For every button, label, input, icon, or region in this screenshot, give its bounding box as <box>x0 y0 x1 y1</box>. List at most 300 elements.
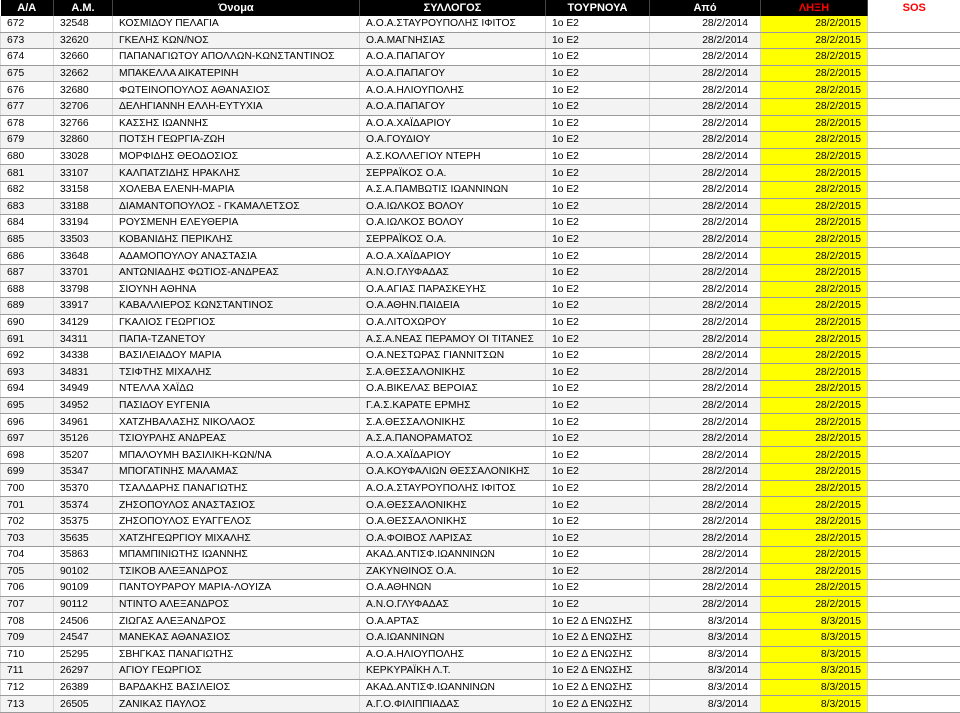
cell-aa[interactable]: 672 <box>1 16 54 32</box>
cell-lixi[interactable]: 28/2/2015 <box>761 397 868 414</box>
cell-name[interactable]: ΜΠΟΓΑΤΙΝΗΣ ΜΑΛΑΜΑΣ <box>113 464 360 481</box>
cell-from[interactable]: 28/2/2014 <box>650 181 761 198</box>
cell-aa[interactable]: 710 <box>1 646 54 663</box>
cell-name[interactable]: ΜΠΑΛΟΥΜΗ ΒΑΣΙΛΙΚΗ-ΚΩΝ/ΝΑ <box>113 447 360 464</box>
cell-sos[interactable] <box>868 98 960 115</box>
cell-tournament[interactable]: 1ο Ε2 <box>546 464 650 481</box>
cell-tournament[interactable]: 1ο Ε2 <box>546 32 650 49</box>
cell-sos[interactable] <box>868 132 960 149</box>
cell-lixi[interactable]: 28/2/2015 <box>761 464 868 481</box>
cell-club[interactable]: Α.Ο.Α.ΠΑΠΑΓΟΥ <box>360 49 546 66</box>
table-row[interactable] <box>1 314 960 331</box>
cell-am[interactable]: 32706 <box>54 98 113 115</box>
cell-tournament[interactable]: 1ο Ε2 <box>546 248 650 265</box>
cell-lixi[interactable]: 28/2/2015 <box>761 281 868 298</box>
cell-from[interactable]: 28/2/2014 <box>650 231 761 248</box>
cell-sos[interactable] <box>868 347 960 364</box>
cell-name[interactable]: ΜΑΝΕΚΑΣ ΑΘΑΝΑΣΙΟΣ <box>113 629 360 646</box>
cell-tournament[interactable]: 1ο Ε2 <box>546 98 650 115</box>
cell-sos[interactable] <box>868 16 960 32</box>
cell-lixi[interactable]: 28/2/2015 <box>761 82 868 99</box>
cell-sos[interactable] <box>868 49 960 66</box>
cell-aa[interactable]: 673 <box>1 32 54 49</box>
table-row[interactable] <box>1 32 960 49</box>
cell-club[interactable]: Ο.Α.ΘΕΣΣΑΛΟΝΙΚΗΣ <box>360 513 546 530</box>
cell-aa[interactable]: 676 <box>1 82 54 99</box>
table-row[interactable] <box>1 132 960 149</box>
cell-sos[interactable] <box>868 331 960 348</box>
cell-club[interactable]: Α.Ο.Α.ΧΑΪΔΑΡΙΟΥ <box>360 248 546 265</box>
cell-name[interactable]: ΔΙΑΜΑΝΤΟΠΟΥΛΟΣ - ΓΚΑΜΑΛΕΤΣΟΣ <box>113 198 360 215</box>
cell-aa[interactable]: 674 <box>1 49 54 66</box>
cell-club[interactable]: ΣΕΡΡΑΪΚΟΣ Ο.Α. <box>360 165 546 182</box>
table-row[interactable] <box>1 430 960 447</box>
table-row[interactable] <box>1 464 960 481</box>
cell-tournament[interactable]: 1ο Ε2 <box>546 397 650 414</box>
cell-lixi[interactable]: 8/3/2015 <box>761 629 868 646</box>
cell-club[interactable]: Α.Ο.Α.ΠΑΠΑΓΟΥ <box>360 65 546 82</box>
cell-from[interactable]: 28/2/2014 <box>650 215 761 232</box>
cell-lixi[interactable]: 28/2/2015 <box>761 148 868 165</box>
cell-aa[interactable]: 695 <box>1 397 54 414</box>
cell-name[interactable]: ΠΑΣΙΔΟΥ ΕΥΓΕΝΙΑ <box>113 397 360 414</box>
cell-club[interactable]: Σ.Α.ΘΕΣΣΑΛΟΝΙΚΗΣ <box>360 364 546 381</box>
cell-am[interactable]: 34961 <box>54 414 113 431</box>
cell-club[interactable]: Ο.Α.ΑΘΗΝΩΝ <box>360 580 546 597</box>
cell-name[interactable]: ΧΑΤΖΗΒΑΛΑΣΗΣ ΝΙΚΟΛΑΟΣ <box>113 414 360 431</box>
cell-tournament[interactable]: 1ο Ε2 <box>546 115 650 132</box>
cell-aa[interactable]: 680 <box>1 148 54 165</box>
cell-from[interactable]: 28/2/2014 <box>650 447 761 464</box>
cell-club[interactable]: Α.Σ.Α.ΝΕΑΣ ΠΕΡΑΜΟΥ ΟΙ ΤΙΤΑΝΕΣ <box>360 331 546 348</box>
cell-am[interactable]: 26505 <box>54 696 113 713</box>
cell-am[interactable]: 33194 <box>54 215 113 232</box>
cell-am[interactable]: 35370 <box>54 480 113 497</box>
cell-tournament[interactable]: 1ο Ε2 <box>546 414 650 431</box>
cell-sos[interactable] <box>868 165 960 182</box>
table-row[interactable] <box>1 563 960 580</box>
cell-from[interactable]: 28/2/2014 <box>650 513 761 530</box>
table-row[interactable] <box>1 397 960 414</box>
cell-sos[interactable] <box>868 248 960 265</box>
cell-sos[interactable] <box>868 148 960 165</box>
table-row[interactable] <box>1 16 960 32</box>
cell-sos[interactable] <box>868 629 960 646</box>
cell-name[interactable]: ΜΠΑΚΕΛΛΑ ΑΙΚΑΤΕΡΙΝΗ <box>113 65 360 82</box>
cell-aa[interactable]: 697 <box>1 430 54 447</box>
cell-aa[interactable]: 713 <box>1 696 54 713</box>
cell-club[interactable]: Α.Ν.Ο.ΓΛΥΦΑΔΑΣ <box>360 596 546 613</box>
cell-name[interactable]: ΚΑΒΑΛΛΙΕΡΟΣ ΚΩΝΣΤΑΝΤΙΝΟΣ <box>113 298 360 315</box>
cell-lixi[interactable]: 28/2/2015 <box>761 181 868 198</box>
cell-from[interactable]: 28/2/2014 <box>650 82 761 99</box>
cell-tournament[interactable]: 1ο Ε2 <box>546 513 650 530</box>
cell-name[interactable]: ΜΠΑΜΠΙΝΙΩΤΗΣ ΙΩΑΝΝΗΣ <box>113 547 360 564</box>
cell-sos[interactable] <box>868 613 960 630</box>
cell-sos[interactable] <box>868 82 960 99</box>
cell-sos[interactable] <box>868 563 960 580</box>
cell-aa[interactable]: 711 <box>1 663 54 680</box>
table-row[interactable] <box>1 547 960 564</box>
cell-tournament[interactable]: 1ο Ε2 <box>546 132 650 149</box>
table-row[interactable] <box>1 381 960 398</box>
header-tournament[interactable]: ΤΟΥΡΝΟΥΑ <box>546 0 650 16</box>
cell-name[interactable]: ΤΣΙΚΟΒ ΑΛΕΞΑΝΔΡΟΣ <box>113 563 360 580</box>
table-row[interactable] <box>1 215 960 232</box>
cell-am[interactable]: 90112 <box>54 596 113 613</box>
cell-name[interactable]: ΤΣΑΛΔΑΡΗΣ ΠΑΝΑΓΙΩΤΗΣ <box>113 480 360 497</box>
cell-aa[interactable]: 685 <box>1 231 54 248</box>
cell-aa[interactable]: 708 <box>1 613 54 630</box>
cell-name[interactable]: ΦΩΤΕΙΝΟΠΟΥΛΟΣ ΑΘΑΝΑΣΙΟΣ <box>113 82 360 99</box>
cell-name[interactable]: ΚΟΣΜΙΔΟΥ ΠΕΛΑΓΙΑ <box>113 16 360 32</box>
cell-tournament[interactable]: 1ο Ε2 Δ ΕΝΩΣΗΣ <box>546 646 650 663</box>
cell-am[interactable]: 35207 <box>54 447 113 464</box>
cell-am[interactable]: 33917 <box>54 298 113 315</box>
cell-club[interactable]: Ο.Α.ΝΕΣΤΩΡΑΣ ΓΙΑΝΝΙΤΣΩΝ <box>360 347 546 364</box>
cell-lixi[interactable]: 28/2/2015 <box>761 347 868 364</box>
cell-tournament[interactable]: 1ο Ε2 Δ ΕΝΩΣΗΣ <box>546 679 650 696</box>
cell-aa[interactable]: 689 <box>1 298 54 315</box>
table-row[interactable] <box>1 181 960 198</box>
cell-club[interactable]: ΖΑΚΥΝΘΙΝΟΣ Ο.Α. <box>360 563 546 580</box>
cell-from[interactable]: 28/2/2014 <box>650 298 761 315</box>
cell-sos[interactable] <box>868 596 960 613</box>
cell-aa[interactable]: 709 <box>1 629 54 646</box>
cell-club[interactable]: Ο.Α.ΦΟΙΒΟΣ ΛΑΡΙΣΑΣ <box>360 530 546 547</box>
cell-from[interactable]: 28/2/2014 <box>650 115 761 132</box>
cell-lixi[interactable]: 28/2/2015 <box>761 115 868 132</box>
cell-aa[interactable]: 678 <box>1 115 54 132</box>
cell-lixi[interactable]: 28/2/2015 <box>761 530 868 547</box>
cell-club[interactable]: ΑΚΑΔ.ΑΝΤΙΣΦ.ΙΩΑΝΝΙΝΩΝ <box>360 547 546 564</box>
cell-lixi[interactable]: 28/2/2015 <box>761 314 868 331</box>
cell-from[interactable]: 8/3/2014 <box>650 696 761 713</box>
cell-tournament[interactable]: 1ο Ε2 <box>546 148 650 165</box>
cell-lixi[interactable]: 8/3/2015 <box>761 646 868 663</box>
cell-sos[interactable] <box>868 646 960 663</box>
cell-sos[interactable] <box>868 231 960 248</box>
cell-am[interactable]: 34338 <box>54 347 113 364</box>
cell-name[interactable]: ΝΤΕΛΛΑ ΧΑΪΔΩ <box>113 381 360 398</box>
cell-am[interactable]: 24547 <box>54 629 113 646</box>
cell-aa[interactable]: 682 <box>1 181 54 198</box>
cell-sos[interactable] <box>868 513 960 530</box>
cell-from[interactable]: 28/2/2014 <box>650 414 761 431</box>
cell-sos[interactable] <box>868 447 960 464</box>
cell-aa[interactable]: 706 <box>1 580 54 597</box>
cell-club[interactable]: Σ.Α.ΘΕΣΣΑΛΟΝΙΚΗΣ <box>360 414 546 431</box>
cell-aa[interactable]: 704 <box>1 547 54 564</box>
cell-club[interactable]: Ο.Α.ΜΑΓΝΗΣΙΑΣ <box>360 32 546 49</box>
cell-lixi[interactable]: 28/2/2015 <box>761 547 868 564</box>
cell-name[interactable]: ΠΑΠΑΝΑΓΙΩΤΟΥ ΑΠΟΛΛΩΝ-ΚΩΝΣΤΑΝΤΙΝΟΣ <box>113 49 360 66</box>
cell-sos[interactable] <box>868 215 960 232</box>
cell-sos[interactable] <box>868 580 960 597</box>
cell-aa[interactable]: 691 <box>1 331 54 348</box>
cell-club[interactable]: Α.Ο.Α.ΗΛΙΟΥΠΟΛΗΣ <box>360 82 546 99</box>
cell-tournament[interactable]: 1ο Ε2 <box>546 331 650 348</box>
cell-am[interactable]: 32548 <box>54 16 113 32</box>
cell-from[interactable]: 28/2/2014 <box>650 364 761 381</box>
cell-name[interactable]: ΠΑΝΤΟΥΡΑΡΟΥ ΜΑΡΙΑ-ΛΟΥΙΖΑ <box>113 580 360 597</box>
cell-tournament[interactable]: 1ο Ε2 <box>546 480 650 497</box>
cell-from[interactable]: 28/2/2014 <box>650 397 761 414</box>
cell-from[interactable]: 28/2/2014 <box>650 32 761 49</box>
cell-am[interactable]: 32662 <box>54 65 113 82</box>
cell-name[interactable]: ΡΟΥΣΜΕΝΗ ΕΛΕΥΘΕΡΙΑ <box>113 215 360 232</box>
cell-from[interactable]: 28/2/2014 <box>650 381 761 398</box>
table-row[interactable] <box>1 148 960 165</box>
cell-lixi[interactable]: 28/2/2015 <box>761 331 868 348</box>
cell-club[interactable]: Ο.Α.ΙΩΛΚΟΣ ΒΟΛΟΥ <box>360 215 546 232</box>
cell-lixi[interactable]: 28/2/2015 <box>761 165 868 182</box>
cell-sos[interactable] <box>868 464 960 481</box>
cell-lixi[interactable]: 28/2/2015 <box>761 381 868 398</box>
cell-tournament[interactable]: 1ο Ε2 <box>546 530 650 547</box>
cell-tournament[interactable]: 1ο Ε2 <box>546 314 650 331</box>
header-sos[interactable]: SOS <box>868 0 960 16</box>
table-row[interactable] <box>1 480 960 497</box>
cell-am[interactable]: 90109 <box>54 580 113 597</box>
cell-tournament[interactable]: 1ο Ε2 <box>546 65 650 82</box>
table-row[interactable] <box>1 115 960 132</box>
cell-from[interactable]: 28/2/2014 <box>650 314 761 331</box>
cell-am[interactable]: 34831 <box>54 364 113 381</box>
cell-aa[interactable]: 703 <box>1 530 54 547</box>
header-lixi[interactable]: ΛΗΞΗ <box>761 0 868 16</box>
cell-lixi[interactable]: 8/3/2015 <box>761 663 868 680</box>
cell-aa[interactable]: 681 <box>1 165 54 182</box>
cell-aa[interactable]: 705 <box>1 563 54 580</box>
cell-tournament[interactable]: 1ο Ε2 <box>546 198 650 215</box>
cell-tournament[interactable]: 1ο Ε2 <box>546 430 650 447</box>
cell-sos[interactable] <box>868 181 960 198</box>
cell-tournament[interactable]: 1ο Ε2 <box>546 16 650 32</box>
cell-am[interactable]: 33701 <box>54 264 113 281</box>
cell-from[interactable]: 28/2/2014 <box>650 430 761 447</box>
cell-sos[interactable] <box>868 32 960 49</box>
cell-club[interactable]: Ο.Α.ΑΓΙΑΣ ΠΑΡΑΣΚΕΥΗΣ <box>360 281 546 298</box>
cell-am[interactable]: 34949 <box>54 381 113 398</box>
cell-lixi[interactable]: 28/2/2015 <box>761 16 868 32</box>
cell-tournament[interactable]: 1ο Ε2 <box>546 49 650 66</box>
cell-name[interactable]: ΚΑΣΣΗΣ ΙΩΑΝΝΗΣ <box>113 115 360 132</box>
cell-club[interactable]: Ο.Α.ΙΩΑΝΝΙΝΩΝ <box>360 629 546 646</box>
cell-name[interactable]: ΤΣΙΦΤΗΣ ΜΙΧΑΛΗΣ <box>113 364 360 381</box>
cell-tournament[interactable]: 1ο Ε2 <box>546 165 650 182</box>
cell-am[interactable]: 35635 <box>54 530 113 547</box>
cell-sos[interactable] <box>868 115 960 132</box>
cell-am[interactable]: 33798 <box>54 281 113 298</box>
table-row[interactable] <box>1 414 960 431</box>
cell-name[interactable]: ΑΓΙΟΥ ΓΕΩΡΓΙΟΣ <box>113 663 360 680</box>
cell-club[interactable]: Α.Ο.Α.ΧΑΪΔΑΡΙΟΥ <box>360 447 546 464</box>
cell-name[interactable]: ΓΚΕΛΗΣ ΚΩΝ/ΝΟΣ <box>113 32 360 49</box>
cell-tournament[interactable]: 1ο Ε2 Δ ΕΝΩΣΗΣ <box>546 613 650 630</box>
cell-aa[interactable]: 687 <box>1 264 54 281</box>
table-row[interactable] <box>1 248 960 265</box>
cell-lixi[interactable]: 28/2/2015 <box>761 198 868 215</box>
cell-aa[interactable]: 694 <box>1 381 54 398</box>
cell-name[interactable]: ΠΟΤΣΗ ΓΕΩΡΓΙΑ-ΖΩΗ <box>113 132 360 149</box>
cell-sos[interactable] <box>868 314 960 331</box>
cell-lixi[interactable]: 28/2/2015 <box>761 596 868 613</box>
cell-club[interactable]: Α.Σ.ΚΟΛΛΕΓΙΟΥ ΝΤΕΡΗ <box>360 148 546 165</box>
cell-tournament[interactable]: 1ο Ε2 <box>546 347 650 364</box>
cell-aa[interactable]: 702 <box>1 513 54 530</box>
cell-tournament[interactable]: 1ο Ε2 <box>546 563 650 580</box>
table-row[interactable] <box>1 513 960 530</box>
cell-from[interactable]: 28/2/2014 <box>650 547 761 564</box>
cell-aa[interactable]: 688 <box>1 281 54 298</box>
cell-club[interactable]: Α.Ο.Α.ΣΤΑΥΡΟΥΠΟΛΗΣ ΙΦΙΤΟΣ <box>360 480 546 497</box>
cell-sos[interactable] <box>868 547 960 564</box>
cell-sos[interactable] <box>868 298 960 315</box>
cell-am[interactable]: 33503 <box>54 231 113 248</box>
table-row[interactable] <box>1 596 960 613</box>
cell-am[interactable]: 33028 <box>54 148 113 165</box>
cell-lixi[interactable]: 28/2/2015 <box>761 513 868 530</box>
cell-sos[interactable] <box>868 397 960 414</box>
cell-name[interactable]: ΚΟΒΑΝΙΔΗΣ ΠΕΡΙΚΛΗΣ <box>113 231 360 248</box>
table-row[interactable] <box>1 198 960 215</box>
cell-lixi[interactable]: 28/2/2015 <box>761 132 868 149</box>
cell-club[interactable]: Ο.Α.ΛΙΤΟΧΩΡΟΥ <box>360 314 546 331</box>
cell-sos[interactable] <box>868 281 960 298</box>
cell-am[interactable]: 26297 <box>54 663 113 680</box>
cell-am[interactable]: 32860 <box>54 132 113 149</box>
cell-name[interactable]: ΣΒΗΓΚΑΣ ΠΑΝΑΓΙΩΤΗΣ <box>113 646 360 663</box>
cell-sos[interactable] <box>868 497 960 514</box>
cell-name[interactable]: ΖΗΣΟΠΟΥΛΟΣ ΕΥΑΓΓΕΛΟΣ <box>113 513 360 530</box>
cell-am[interactable]: 34952 <box>54 397 113 414</box>
cell-from[interactable]: 28/2/2014 <box>650 596 761 613</box>
table-row[interactable] <box>1 331 960 348</box>
cell-club[interactable]: ΑΚΑΔ.ΑΝΤΙΣΦ.ΙΩΑΝΝΙΝΩΝ <box>360 679 546 696</box>
cell-sos[interactable] <box>868 264 960 281</box>
cell-lixi[interactable]: 28/2/2015 <box>761 364 868 381</box>
cell-from[interactable]: 28/2/2014 <box>650 198 761 215</box>
cell-from[interactable]: 28/2/2014 <box>650 248 761 265</box>
cell-club[interactable]: Ο.Α.ΚΟΥΦΑΛΙΩΝ ΘΕΣΣΑΛΟΝΙΚΗΣ <box>360 464 546 481</box>
cell-club[interactable]: Γ.Α.Σ.ΚΑΡΑΤΕ ΕΡΜΗΣ <box>360 397 546 414</box>
cell-name[interactable]: ΓΚΑΛΙΟΣ ΓΕΩΡΓΙΟΣ <box>113 314 360 331</box>
cell-from[interactable]: 28/2/2014 <box>650 148 761 165</box>
cell-am[interactable]: 25295 <box>54 646 113 663</box>
cell-lixi[interactable]: 28/2/2015 <box>761 580 868 597</box>
cell-club[interactable]: Ο.Α.ΑΡΤΑΣ <box>360 613 546 630</box>
cell-tournament[interactable]: 1ο Ε2 <box>546 364 650 381</box>
table-row[interactable] <box>1 613 960 630</box>
cell-lixi[interactable]: 28/2/2015 <box>761 49 868 66</box>
cell-name[interactable]: ΚΑΛΠΑΤΖΙΔΗΣ ΗΡΑΚΛΗΣ <box>113 165 360 182</box>
cell-am[interactable]: 35863 <box>54 547 113 564</box>
table-row[interactable] <box>1 663 960 680</box>
cell-tournament[interactable]: 1ο Ε2 Δ ΕΝΩΣΗΣ <box>546 663 650 680</box>
cell-sos[interactable] <box>868 480 960 497</box>
cell-club[interactable]: Α.Ο.Α.ΧΑΪΔΑΡΙΟΥ <box>360 115 546 132</box>
cell-aa[interactable]: 699 <box>1 464 54 481</box>
cell-aa[interactable]: 700 <box>1 480 54 497</box>
cell-club[interactable]: Α.Ο.Α.ΣΤΑΥΡΟΥΠΟΛΗΣ ΙΦΙΤΟΣ <box>360 16 546 32</box>
table-row[interactable] <box>1 82 960 99</box>
cell-tournament[interactable]: 1ο Ε2 <box>546 215 650 232</box>
cell-from[interactable]: 8/3/2014 <box>650 679 761 696</box>
cell-lixi[interactable]: 28/2/2015 <box>761 298 868 315</box>
cell-lixi[interactable]: 8/3/2015 <box>761 679 868 696</box>
table-row[interactable] <box>1 298 960 315</box>
cell-am[interactable]: 34311 <box>54 331 113 348</box>
cell-lixi[interactable]: 28/2/2015 <box>761 65 868 82</box>
cell-lixi[interactable]: 28/2/2015 <box>761 215 868 232</box>
header-club[interactable]: ΣΥΛΛΟΓΟΣ <box>360 0 546 16</box>
cell-sos[interactable] <box>868 663 960 680</box>
cell-from[interactable]: 28/2/2014 <box>650 580 761 597</box>
cell-lixi[interactable]: 28/2/2015 <box>761 563 868 580</box>
cell-lixi[interactable]: 28/2/2015 <box>761 264 868 281</box>
table-row[interactable] <box>1 98 960 115</box>
cell-club[interactable]: Α.Ο.Α.ΠΑΠΑΓΟΥ <box>360 98 546 115</box>
cell-tournament[interactable]: 1ο Ε2 Δ ΕΝΩΣΗΣ <box>546 696 650 713</box>
cell-name[interactable]: ΒΑΡΔΑΚΗΣ ΒΑΣΙΛΕΙΟΣ <box>113 679 360 696</box>
cell-club[interactable]: Ο.Α.ΘΕΣΣΑΛΟΝΙΚΗΣ <box>360 497 546 514</box>
table-row[interactable] <box>1 696 960 713</box>
cell-name[interactable]: ΖΑΝΙΚΑΣ ΠΑΥΛΟΣ <box>113 696 360 713</box>
table-row[interactable] <box>1 364 960 381</box>
cell-club[interactable]: Α.Σ.Α.ΠΑΜΒΩΤΙΣ ΙΩΑΝΝΙΝΩΝ <box>360 181 546 198</box>
cell-club[interactable]: Ο.Α.ΒΙΚΕΛΑΣ ΒΕΡΟΙΑΣ <box>360 381 546 398</box>
cell-name[interactable]: ΖΗΣΟΠΟΥΛΟΣ ΑΝΑΣΤΑΣΙΟΣ <box>113 497 360 514</box>
cell-aa[interactable]: 693 <box>1 364 54 381</box>
cell-tournament[interactable]: 1ο Ε2 <box>546 381 650 398</box>
table-row[interactable] <box>1 231 960 248</box>
cell-name[interactable]: ΒΑΣΙΛΕΙΑΔΟΥ ΜΑΡΙΑ <box>113 347 360 364</box>
cell-club[interactable]: Α.Ν.Ο.ΓΛΥΦΑΔΑΣ <box>360 264 546 281</box>
cell-aa[interactable]: 701 <box>1 497 54 514</box>
cell-from[interactable]: 28/2/2014 <box>650 264 761 281</box>
cell-sos[interactable] <box>868 696 960 713</box>
cell-lixi[interactable]: 28/2/2015 <box>761 497 868 514</box>
cell-aa[interactable]: 696 <box>1 414 54 431</box>
cell-lixi[interactable]: 8/3/2015 <box>761 613 868 630</box>
cell-name[interactable]: ΝΤΙΝΤΟ ΑΛΕΞΑΝΔΡΟΣ <box>113 596 360 613</box>
table-row[interactable] <box>1 530 960 547</box>
cell-name[interactable]: ΜΟΡΦΙΔΗΣ ΘΕΟΔΟΣΙΟΣ <box>113 148 360 165</box>
cell-tournament[interactable]: 1ο Ε2 <box>546 82 650 99</box>
cell-from[interactable]: 28/2/2014 <box>650 132 761 149</box>
cell-sos[interactable] <box>868 65 960 82</box>
cell-from[interactable]: 8/3/2014 <box>650 629 761 646</box>
cell-from[interactable]: 28/2/2014 <box>650 497 761 514</box>
cell-tournament[interactable]: 1ο Ε2 <box>546 596 650 613</box>
header-aa[interactable]: Α/Α <box>1 0 54 16</box>
cell-tournament[interactable]: 1ο Ε2 <box>546 181 650 198</box>
cell-club[interactable]: ΚΕΡΚΥΡΑΪΚΗ Λ.Τ. <box>360 663 546 680</box>
cell-club[interactable]: Α.Ο.Α.ΗΛΙΟΥΠΟΛΗΣ <box>360 646 546 663</box>
cell-lixi[interactable]: 28/2/2015 <box>761 231 868 248</box>
table-row[interactable] <box>1 679 960 696</box>
cell-tournament[interactable]: 1ο Ε2 <box>546 281 650 298</box>
table-row[interactable] <box>1 49 960 66</box>
cell-am[interactable]: 24506 <box>54 613 113 630</box>
cell-sos[interactable] <box>868 679 960 696</box>
table-row[interactable] <box>1 497 960 514</box>
cell-from[interactable]: 8/3/2014 <box>650 613 761 630</box>
cell-from[interactable]: 28/2/2014 <box>650 563 761 580</box>
cell-tournament[interactable]: 1ο Ε2 <box>546 580 650 597</box>
cell-aa[interactable]: 684 <box>1 215 54 232</box>
